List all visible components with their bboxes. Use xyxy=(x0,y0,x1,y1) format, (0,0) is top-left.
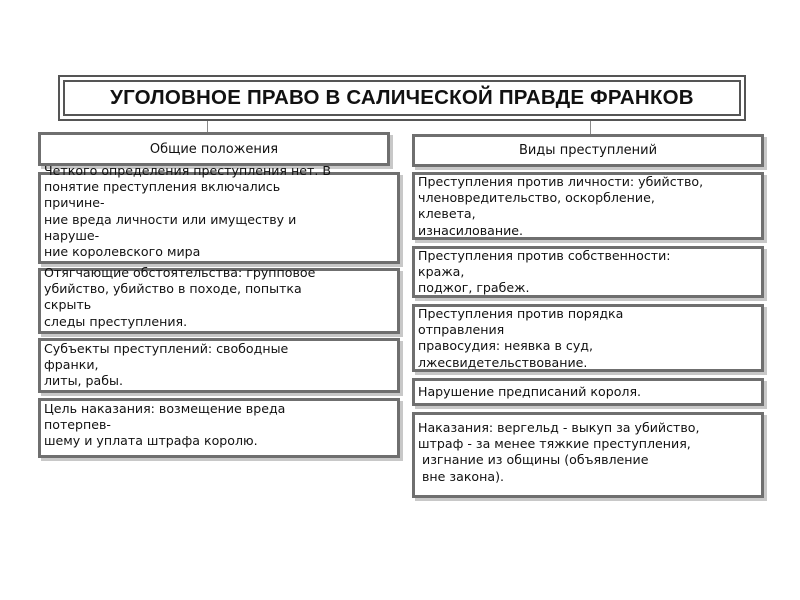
text-line: Преступления против собственности: xyxy=(418,248,671,263)
right-item-3-text xyxy=(418,306,623,371)
text-line: причине- xyxy=(44,195,105,211)
right-item-2-text xyxy=(418,248,671,297)
text-line: Отягчающие обстоятельства: групповое xyxy=(44,265,316,280)
right-item-4-text xyxy=(418,384,641,400)
text-line: убийство, убийство в походе, попытка xyxy=(44,281,302,297)
connector-title-left xyxy=(207,121,208,132)
text-line: Преступления против порядка xyxy=(418,306,624,321)
text-line: Четкого определения преступления нет. В xyxy=(44,163,331,178)
text-line: Нарушение предписаний короля. xyxy=(418,384,642,399)
text-line: ние вреда личности или имуществу и xyxy=(44,211,297,227)
text-line: правосудия: неявка в суд, xyxy=(418,338,593,354)
text-line: шему и уплата штрафа королю. xyxy=(44,433,258,449)
text-line: ние королевского мира xyxy=(44,244,201,260)
left-item-1-text xyxy=(44,163,331,260)
text-line: Субъекты преступлений: свободные xyxy=(44,341,289,356)
text-line: вне закона). xyxy=(418,468,505,484)
text-line: понятие преступления включались xyxy=(44,179,281,195)
text-line: Цель наказания: возмещение вреда xyxy=(44,401,286,416)
text-line: франки, xyxy=(44,357,99,373)
left-item-2-text xyxy=(44,265,315,330)
text-line: следы преступления. xyxy=(44,313,188,329)
right-item-5-text xyxy=(418,420,699,485)
page-title: УГОЛОВНОЕ ПРАВО В САЛИЧЕСКОЙ ПРАВДЕ ФРАНКОВ xyxy=(63,80,741,116)
text-line: Преступления против личности: убийство, xyxy=(418,174,704,189)
text-line: литы, рабы. xyxy=(44,373,123,389)
left-item-3-text xyxy=(44,341,288,390)
text-line: наруше- xyxy=(44,227,100,243)
text-line: изнасилование. xyxy=(418,222,524,238)
right-item-1-text xyxy=(418,174,703,239)
right-header-box xyxy=(412,134,764,167)
text-line: кража, xyxy=(418,264,465,280)
text-line: поджог, грабеж. xyxy=(418,280,530,296)
left-item-4-text xyxy=(44,401,285,450)
text-line: лжесвидетельствование. xyxy=(418,354,588,370)
left-header-label: Общие положения xyxy=(149,141,279,157)
text-line: скрыть xyxy=(44,297,92,313)
text-line: Наказания: вергельд - выкуп за убийство, xyxy=(418,420,700,435)
title-box xyxy=(58,75,746,121)
right-header-label: Виды преступлений xyxy=(518,143,658,158)
connector-title-right xyxy=(590,121,591,134)
text-line: отправления xyxy=(418,322,505,338)
text-line: потерпев- xyxy=(44,417,111,433)
left-header-box xyxy=(38,132,390,166)
text-line: изгнание из общины (объявление xyxy=(418,452,649,468)
text-line: штраф - за менее тяжкие преступления, xyxy=(418,436,691,452)
text-line: клевета, xyxy=(418,206,476,222)
text-line: членовредительство, оскорбление, xyxy=(418,190,655,206)
